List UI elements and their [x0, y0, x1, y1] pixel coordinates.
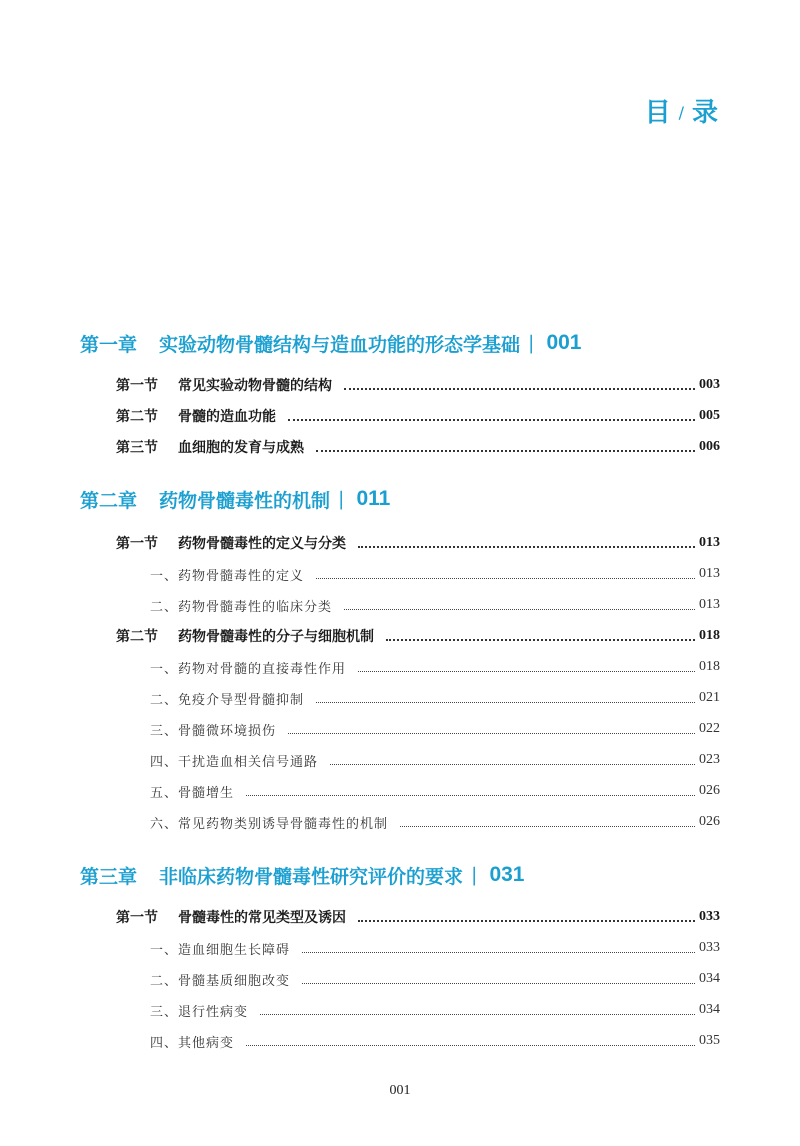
toc-title-right: 录 — [691, 98, 720, 128]
chapter-separator: | — [528, 332, 535, 354]
section-title: 常见实验动物骨髓的结构 — [178, 378, 332, 394]
section-page-number: 013 — [699, 535, 720, 550]
item-label — [150, 782, 234, 801]
toc-item[interactable] — [150, 968, 720, 990]
section-number: 第二节 — [116, 409, 158, 425]
section-title: 药物骨髓毒性的定义与分类 — [178, 536, 346, 552]
toc-item[interactable] — [150, 1030, 720, 1052]
toc-section[interactable] — [116, 405, 720, 427]
page-number: 001 — [389, 1083, 411, 1098]
item-title: 四、干扰造血相关信号通路 — [150, 754, 319, 770]
toc-item[interactable] — [150, 687, 720, 709]
toc-chapter[interactable] — [80, 484, 720, 514]
toc-item[interactable] — [150, 999, 720, 1021]
chapter-title: 实验动物骨髓结构与造血功能的形态学基础 — [159, 333, 521, 356]
item-title: 三、退行性病变 — [150, 1004, 249, 1020]
section-page-number: 033 — [699, 909, 720, 924]
section-label — [116, 406, 276, 426]
item-title: 二、药物骨髓毒性的临床分类 — [150, 599, 333, 615]
section-number: 第一节 — [116, 536, 158, 552]
toc-section[interactable] — [116, 532, 720, 554]
chapter-title: 药物骨髓毒性的机制 — [159, 489, 331, 512]
chapter-page-number: 001 — [546, 331, 582, 354]
chapter-page-number: 031 — [489, 863, 525, 886]
item-page-number: 026 — [699, 814, 720, 829]
item-title: 一、造血细胞生长障碍 — [150, 942, 291, 958]
item-label — [150, 751, 318, 770]
dot-leader — [358, 546, 695, 548]
dot-leader — [260, 1014, 695, 1015]
dot-leader — [246, 1045, 695, 1046]
item-page-number: 034 — [699, 971, 720, 986]
section-page-number: 018 — [699, 628, 720, 643]
dot-leader — [288, 419, 695, 421]
section-title: 骨髓的造血功能 — [178, 409, 276, 425]
item-label — [150, 939, 290, 958]
section-label — [116, 907, 346, 927]
chapter-number: 第一章 — [80, 333, 138, 356]
section-label — [116, 626, 374, 646]
item-page-number: 013 — [699, 566, 720, 581]
dot-leader — [400, 826, 695, 827]
toc-section[interactable] — [116, 374, 720, 396]
toc-section[interactable] — [116, 906, 720, 928]
section-label — [116, 437, 304, 457]
dot-leader — [302, 952, 695, 953]
item-label — [150, 565, 304, 584]
item-label — [150, 1001, 248, 1020]
chapter-separator: | — [338, 488, 345, 510]
toc-item[interactable] — [150, 780, 720, 802]
toc-section[interactable] — [116, 625, 720, 647]
item-label — [150, 720, 276, 739]
dot-leader — [344, 388, 695, 390]
item-label — [150, 813, 388, 832]
dot-leader — [288, 733, 695, 734]
dot-leader — [358, 920, 695, 922]
item-page-number: 023 — [699, 752, 720, 767]
item-page-number: 034 — [699, 1002, 720, 1017]
item-title: 五、骨髓增生 — [150, 785, 235, 801]
dot-leader — [344, 609, 695, 610]
item-title: 一、药物骨髓毒性的定义 — [150, 568, 305, 584]
section-label — [116, 533, 346, 553]
toc-chapter[interactable] — [80, 860, 720, 890]
item-label — [150, 658, 346, 677]
item-page-number: 033 — [699, 940, 720, 955]
section-number: 第三节 — [116, 440, 158, 456]
toc-section[interactable] — [116, 436, 720, 458]
section-page-number: 005 — [699, 408, 720, 423]
item-title: 六、常见药物类别诱导骨髓毒性的机制 — [150, 816, 389, 832]
item-label — [150, 596, 332, 615]
toc-item[interactable] — [150, 563, 720, 585]
toc-item[interactable] — [150, 749, 720, 771]
dot-leader — [316, 450, 695, 452]
section-page-number: 003 — [699, 377, 720, 392]
dot-leader — [246, 795, 695, 796]
chapter-page-number: 011 — [356, 487, 391, 510]
item-page-number: 018 — [699, 659, 720, 674]
dot-leader — [386, 639, 695, 641]
item-page-number: 013 — [699, 597, 720, 612]
section-number: 第二节 — [116, 629, 158, 645]
chapter-number: 第二章 — [80, 489, 138, 512]
toc-title-separator: / — [678, 103, 686, 122]
dot-leader — [330, 764, 695, 765]
section-title: 药物骨髓毒性的分子与细胞机制 — [178, 629, 374, 645]
toc-title-left: 目 — [644, 98, 673, 128]
item-page-number: 022 — [699, 721, 720, 736]
dot-leader — [302, 983, 695, 984]
item-label — [150, 1032, 234, 1051]
item-title: 二、骨髓基质细胞改变 — [150, 973, 291, 989]
toc-item[interactable] — [150, 718, 720, 740]
item-title: 三、骨髓微环境损伤 — [150, 723, 277, 739]
toc-item[interactable] — [150, 656, 720, 678]
toc-item[interactable] — [150, 937, 720, 959]
toc-item[interactable] — [150, 594, 720, 616]
dot-leader — [358, 671, 695, 672]
section-page-number: 006 — [699, 439, 720, 454]
item-label — [150, 689, 304, 708]
chapter-title: 非临床药物骨髓毒性研究评价的要求 — [159, 865, 464, 888]
toc-item[interactable] — [150, 811, 720, 833]
section-label — [116, 375, 332, 395]
section-title: 血细胞的发育与成熟 — [178, 440, 304, 456]
item-title: 四、其他病变 — [150, 1035, 235, 1051]
toc-chapter[interactable] — [80, 328, 720, 358]
chapter-separator: | — [471, 864, 478, 886]
section-number: 第一节 — [116, 910, 158, 926]
chapter-number: 第三章 — [80, 865, 138, 888]
section-title: 骨髓毒性的常见类型及诱因 — [178, 910, 346, 926]
item-label — [150, 970, 290, 989]
item-title: 二、免疫介导型骨髓抑制 — [150, 692, 305, 708]
item-page-number: 021 — [699, 690, 720, 705]
item-page-number: 035 — [699, 1033, 720, 1048]
dot-leader — [316, 702, 695, 703]
section-number: 第一节 — [116, 378, 158, 394]
item-title: 一、药物对骨髓的直接毒性作用 — [150, 661, 347, 677]
dot-leader — [316, 578, 695, 579]
item-page-number: 026 — [699, 783, 720, 798]
